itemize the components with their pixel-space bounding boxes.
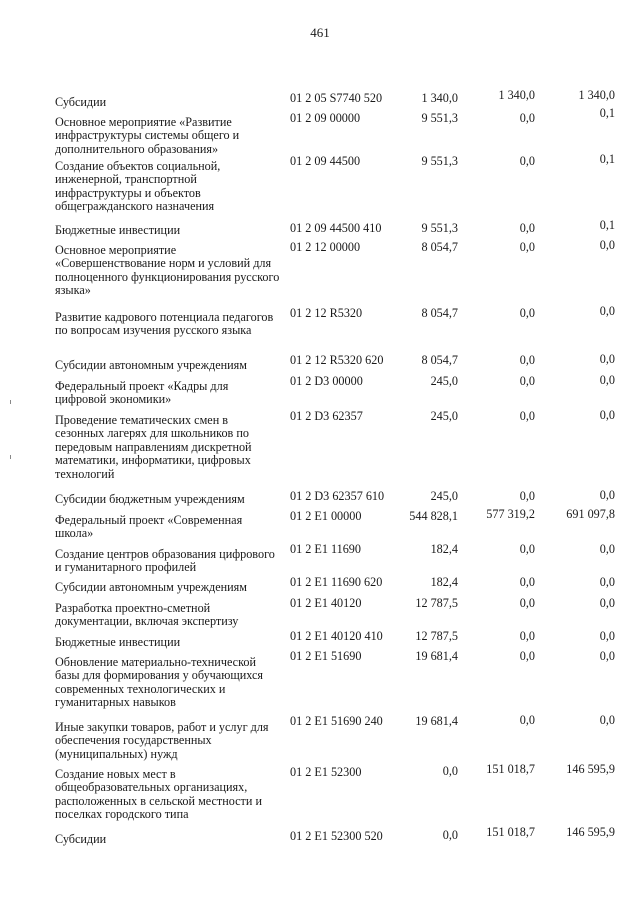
row-name: Обновление материально-технической базы для формирования у обучающихся современных технологических и гуманитарных навыков [55,655,263,710]
margin-mark [10,400,11,404]
row-code: 01 2 E1 11690 [290,542,361,556]
row-code: 01 2 E1 51690 [290,649,362,663]
row-value-1: 12 787,5 [415,629,458,643]
row-value-1: 8 054,7 [421,240,458,254]
row-code: 01 2 E1 51690 240 [290,714,383,728]
row-value-2: 151 018,7 [486,825,535,839]
row-name: Развитие кадрового потенциала педагогов по вопросам изучения русского языка [55,310,274,338]
row-value-3: 146 595,9 [566,762,615,776]
row-value-1: 0,0 [442,764,458,778]
row-value-2: 0,0 [519,542,535,556]
row-code: 01 2 D3 62357 610 [290,489,385,503]
row-code: 01 2 12 R5320 620 [290,353,384,367]
row-code: 01 2 E1 40120 410 [290,629,383,643]
row-value-3: 0,1 [599,106,615,120]
row-value-2: 0,0 [519,111,535,125]
row-value-1: 245,0 [430,409,458,423]
row-value-1: 9 551,3 [421,154,458,168]
row-value-1: 9 551,3 [421,221,458,235]
row-value-2: 0,0 [519,489,535,503]
row-name: Субсидии автономным учреждениям [55,580,247,594]
row-value-1: 9 551,3 [421,111,458,125]
row-value-1: 182,4 [430,542,458,556]
row-name: Субсидии бюджетным учреждениям [55,492,245,506]
row-name: Создание центров образования цифрового и гуманитарного профилей [55,547,275,575]
row-value-3: 0,0 [599,596,615,610]
row-name: Субсидии автономным учреждениям [55,358,247,372]
row-value-2: 0,0 [519,649,535,663]
row-value-2: 0,0 [519,409,535,423]
row-value-2: 0,0 [519,629,535,643]
row-value-2: 1 340,0 [498,88,535,102]
row-value-1: 245,0 [430,374,458,388]
row-value-2: 0,0 [519,596,535,610]
row-value-3: 146 595,9 [566,825,615,839]
margin-mark [10,455,11,459]
row-name: Разработка проектно-сметной документации, включая экспертизу [55,601,239,629]
row-code: 01 2 09 44500 410 [290,221,382,235]
row-value-3: 0,0 [599,488,615,502]
row-value-3: 0,0 [599,575,615,589]
row-name: Иные закупки товаров, работ и услуг для обеспечения государственных (муниципальных) нужд [55,720,269,761]
row-value-2: 577 319,2 [486,507,535,521]
row-code: 01 2 09 00000 [290,111,361,125]
row-value-2: 0,0 [519,575,535,589]
row-value-2: 0,0 [519,353,535,367]
row-name: Основное мероприятие «Развитие инфраструктуры системы общего и дополнительного образования» [55,115,240,156]
row-name: Создание новых мест в общеобразовательных организациях, расположенных в сельской местности и поселках городского типа [55,767,262,822]
row-value-3: 0,0 [599,408,615,422]
row-code: 01 2 E1 40120 [290,596,362,610]
row-value-1: 245,0 [430,489,458,503]
row-value-2: 0,0 [519,713,535,727]
row-code: 01 2 12 00000 [290,240,361,254]
row-code: 01 2 E1 11690 620 [290,575,383,589]
row-value-2: 151 018,7 [486,762,535,776]
row-value-3: 0,1 [599,152,615,166]
row-value-1: 182,4 [430,575,458,589]
row-value-3: 1 340,0 [578,88,615,102]
row-value-3: 0,1 [599,218,615,232]
row-value-2: 0,0 [519,221,535,235]
row-value-3: 0,0 [599,542,615,556]
row-name: Основное мероприятие «Совершенствование норм и условий для полноценного функционирования русского языка» [55,243,280,298]
row-value-3: 0,0 [599,238,615,252]
row-code: 01 2 E1 52300 [290,765,362,779]
row-value-3: 0,0 [599,629,615,643]
row-value-1: 12 787,5 [415,596,458,610]
row-value-1: 0,0 [442,828,458,842]
row-name: Проведение тематических смен в сезонных лагерях для школьников по передовым направлениям дискретной математики, информатики, цифровых технологий [55,413,252,481]
row-code: 01 2 E1 00000 [290,509,362,523]
row-name: Федеральный проект «Современная школа» [55,513,243,541]
row-code: 01 2 09 44500 [290,154,361,168]
row-value-1: 8 054,7 [421,306,458,320]
row-value-1: 544 828,1 [409,509,458,523]
row-code: 01 2 D3 62357 [290,409,363,423]
row-value-2: 0,0 [519,306,535,320]
row-name: Субсидии [55,95,107,109]
row-name: Федеральный проект «Кадры для цифровой экономики» [55,379,229,407]
row-value-1: 1 340,0 [421,91,458,105]
row-value-3: 0,0 [599,713,615,727]
row-code: 01 2 E1 52300 520 [290,829,383,843]
row-name: Бюджетные инвестиции [55,635,181,649]
row-name: Бюджетные инвестиции [55,223,181,237]
row-value-2: 0,0 [519,154,535,168]
row-value-3: 691 097,8 [566,507,615,521]
row-value-1: 19 681,4 [415,649,458,663]
row-value-2: 0,0 [519,240,535,254]
row-value-3: 0,0 [599,352,615,366]
page-number: 461 [310,25,330,40]
row-value-2: 0,0 [519,374,535,388]
row-name: Субсидии [55,832,107,846]
row-name: Создание объектов социальной, инженерной, транспортной инфраструктуры и объектов общегражданского назначения [55,159,221,214]
row-code: 01 2 05 S7740 520 [290,91,383,105]
row-value-1: 8 054,7 [421,353,458,367]
row-code: 01 2 12 R5320 [290,306,363,320]
row-value-3: 0,0 [599,304,615,318]
row-value-3: 0,0 [599,649,615,663]
row-value-3: 0,0 [599,373,615,387]
row-value-1: 19 681,4 [415,714,458,728]
row-code: 01 2 D3 00000 [290,374,363,388]
